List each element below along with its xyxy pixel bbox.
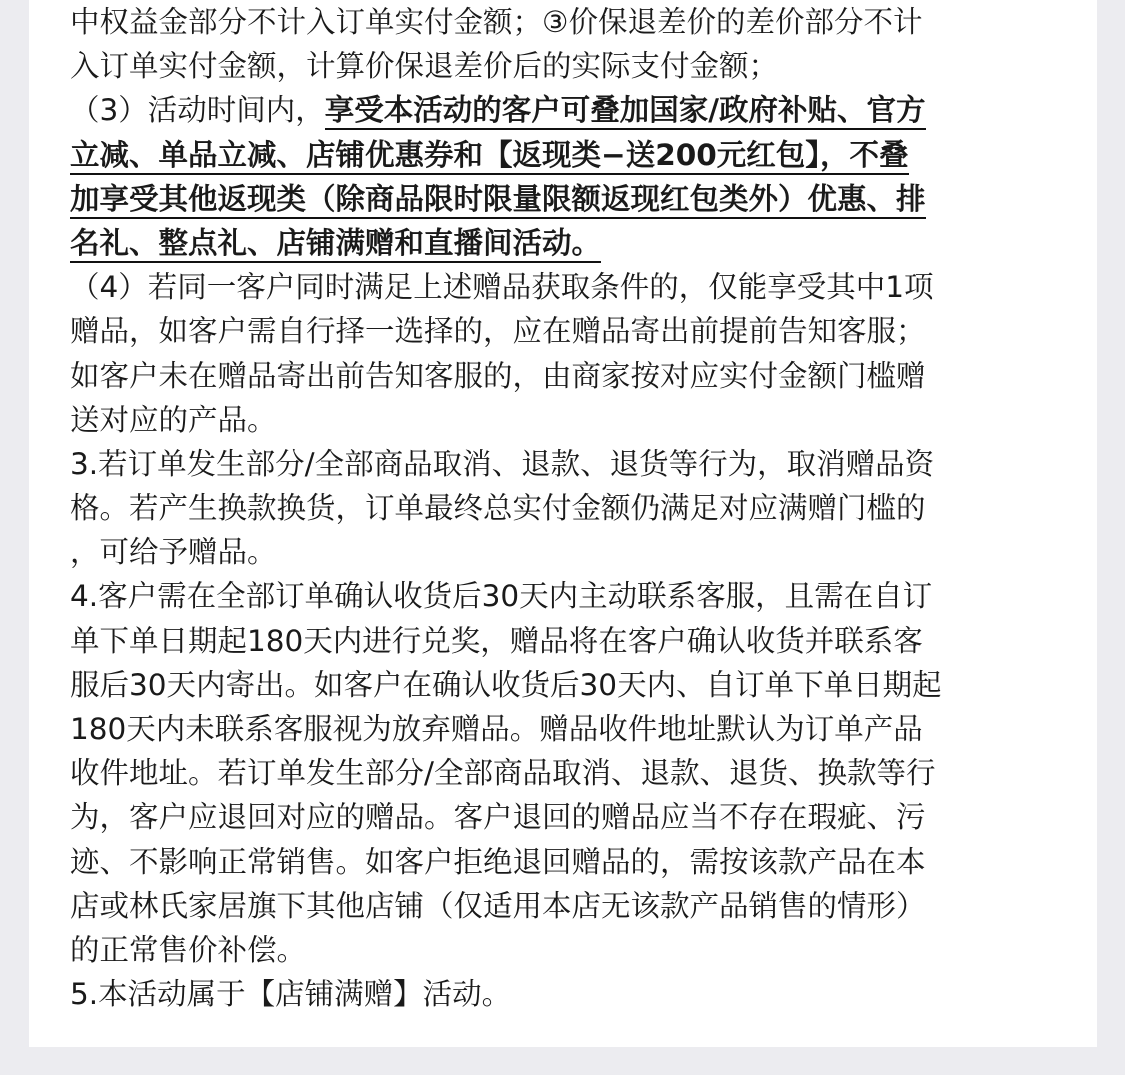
- underlined-text: 加享受其他返现类（除商品限时限量限额返现红包类外）优惠、排: [70, 182, 926, 219]
- rules-line: [70, 928, 1070, 972]
- rules-line: [70, 574, 1070, 618]
- line-text: 服后30天内寄出。如客户在确认收货后30天内、自订单下单日期起: [70, 667, 942, 702]
- rules-line: [70, 44, 1070, 88]
- rules-line: [70, 88, 1070, 132]
- line-text: （3）活动时间内，: [70, 93, 325, 128]
- line-text: 5.本活动属于【店铺满赠】活动。: [70, 977, 512, 1012]
- line-text: 赠品，如客户需自行择一选择的，应在赠品寄出前提前告知客服；: [70, 314, 926, 349]
- rules-line: [70, 884, 1070, 928]
- rules-line: [70, 530, 1070, 574]
- line-text: 入订单实付金额，计算价保退差价后的实际支付金额；: [70, 49, 779, 84]
- rules-text: [70, 0, 1070, 1016]
- line-text: 店或林氏家居旗下其他店铺（仅适用本店无该款产品销售的情形）: [70, 888, 926, 923]
- rules-line: [70, 354, 1070, 398]
- rules-line: [70, 133, 1070, 177]
- line-text: 的正常售价补偿。: [70, 932, 307, 967]
- rules-line: [70, 663, 1070, 707]
- line-text: 收件地址。若订单发生部分/全部商品取消、退款、退货、换款等行: [70, 756, 936, 791]
- rules-line: [70, 486, 1070, 530]
- rules-card: [29, 0, 1097, 1047]
- rules-line: [70, 707, 1070, 751]
- line-text: 格。若产生换款换货，订单最终总实付金额仍满足对应满赠门槛的: [70, 491, 926, 526]
- rules-line: [70, 177, 1070, 221]
- rules-line: [70, 221, 1070, 265]
- line-text: 为，客户应退回对应的赠品。客户退回的赠品应当不存在瑕疵、污: [70, 800, 926, 835]
- line-text: 送对应的产品。: [70, 402, 277, 437]
- rules-line: [70, 840, 1070, 884]
- line-text: （4）若同一客户同时满足上述赠品获取条件的，仅能享受其中1项: [70, 270, 934, 305]
- line-text: 3.若订单发生部分/全部商品取消、退款、退货等行为，取消赠品资: [70, 446, 935, 481]
- rules-line: [70, 619, 1070, 663]
- rules-line: [70, 309, 1070, 353]
- underlined-text: 名礼、整点礼、店铺满赠和直播间活动。: [70, 226, 601, 263]
- rules-line: [70, 751, 1070, 795]
- line-text: 迹、不影响正常销售。如客户拒绝退回赠品的，需按该款产品在本: [70, 844, 926, 879]
- line-text: 单下单日期起180天内进行兑奖，赠品将在客户确认收货并联系客: [70, 623, 923, 658]
- line-text: ，可给予赠品。: [70, 535, 277, 570]
- rules-line: [70, 265, 1070, 309]
- rules-line: [70, 442, 1070, 486]
- rules-line: [70, 972, 1070, 1016]
- line-text: 如客户未在赠品寄出前告知客服的，由商家按对应实付金额门槛赠: [70, 358, 926, 393]
- underlined-text: 立减、单品立减、店铺优惠券和【返现类−送200元红包】，不叠: [70, 138, 909, 175]
- rules-line: [70, 0, 1070, 44]
- line-text: 中权益金部分不计入订单实付金额；③价保退差价的差价部分不计: [70, 5, 923, 39]
- rules-line: [70, 398, 1070, 442]
- line-text: 180天内未联系客服视为放弃赠品。赠品收件地址默认为订单产品: [70, 712, 923, 746]
- underlined-text: 享受本活动的客户可叠加国家/政府补贴、官方: [325, 93, 926, 130]
- rules-line: [70, 795, 1070, 839]
- line-text: 4.客户需在全部订单确认收货后30天内主动联系客服，且需在自订: [70, 579, 933, 614]
